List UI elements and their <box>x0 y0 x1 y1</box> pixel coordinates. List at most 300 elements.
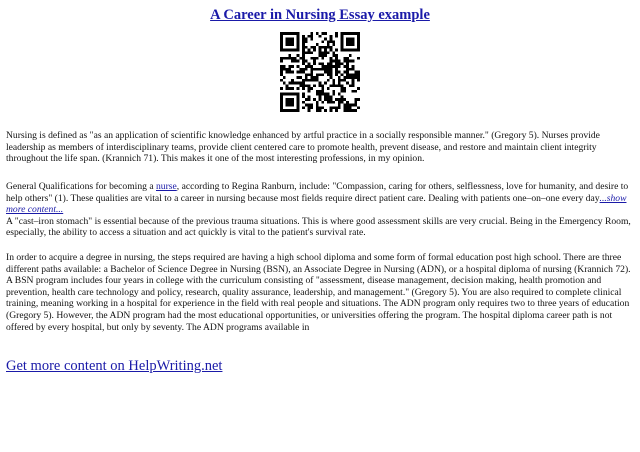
qr-module <box>316 90 319 93</box>
qr-module <box>321 57 324 60</box>
qr-module <box>352 79 355 82</box>
qr-module <box>283 32 286 35</box>
qr-module <box>283 82 286 85</box>
qr-module <box>283 57 286 60</box>
qr-module <box>319 98 322 101</box>
qr-module <box>316 68 319 71</box>
qr-module <box>352 82 355 85</box>
qr-module <box>313 49 316 52</box>
qr-module <box>319 82 322 85</box>
qr-module <box>330 65 333 68</box>
qr-module <box>324 46 327 49</box>
qr-module <box>310 79 313 82</box>
qr-module <box>352 104 355 107</box>
qr-module <box>324 95 327 98</box>
qr-module <box>354 71 357 74</box>
qr-module <box>297 106 300 109</box>
qr-module <box>316 93 319 96</box>
qr-module <box>302 38 305 41</box>
qr-module <box>324 54 327 57</box>
qr-module <box>321 87 324 90</box>
qr-module <box>330 40 333 43</box>
qr-module <box>288 93 291 96</box>
qr-module <box>338 106 341 109</box>
qr-module <box>354 32 357 35</box>
qr-module <box>313 76 316 79</box>
qr-module <box>352 38 355 41</box>
paragraph-degree-paths: In order to acquire a degree in nursing, the steps required are having a high school diploma and some form of formal education post high school. There are three different paths available: a Bachelor of Science Degree in Nursing (BSN), an Associate Degree in Nursing (ADN), or a hospital diploma of nursing (Krannich 72). A BSN program includes four years in college with the curriculum consisting of "assessment, disease management, decision making, health promotion and prevention, health care technology and policy, research, quality assurance, leadership, and management." (Gregory 5). You are also required to complete clinical training, meaning working in a hospital for experience in the field with real people and situations. The ADN program only requires two to three years of education (Gregory 5). However, the ADN program had the most educational opportunities, or universities offering the program. The hospital diploma career path is not offered by every hospital, but only by seventy. The ADN programs available in <box>6 252 631 333</box>
qr-module <box>302 43 305 46</box>
qualifications-text-rest: , according to Regina Ranburn, include: "Compassion, caring for others, selflessness, love for humanity, and desire to help others" (1). These qualities are vital to a career in nursing because most fields require direct patient care. Dealing with patients one–on–one every day <box>6 181 629 204</box>
qr-module <box>352 109 355 112</box>
qr-module <box>335 98 338 101</box>
qr-module <box>297 60 300 63</box>
qr-module <box>343 87 346 90</box>
qr-module <box>330 71 333 74</box>
qr-module <box>286 71 289 74</box>
qr-module <box>338 98 341 101</box>
qr-module <box>346 82 349 85</box>
qr-module <box>357 43 360 46</box>
qr-module <box>330 95 333 98</box>
qr-module <box>354 49 357 52</box>
qr-module <box>338 84 341 87</box>
qr-module <box>327 65 330 68</box>
qr-module <box>299 71 302 74</box>
qr-module <box>316 104 319 107</box>
qr-module <box>338 65 341 68</box>
qr-module <box>321 32 324 35</box>
qr-module <box>343 49 346 52</box>
qr-module <box>302 40 305 43</box>
qr-module <box>297 54 300 57</box>
qr-module <box>291 40 294 43</box>
qr-module <box>349 54 352 57</box>
qr-module <box>299 82 302 85</box>
qr-module <box>283 109 286 112</box>
qr-module <box>302 49 305 52</box>
qr-module <box>316 106 319 109</box>
qr-module <box>319 68 322 71</box>
paragraph-definition: Nursing is defined as "as an application of scientific knowledge enhanced by artful practice in a socially responsible manner." (Gregory 5). Nurses provide leadership as members of interdisciplinary teams, provide client centered care to promote health, prevent disease, and restore and maintain client integrity throughout the life span. (Krannich 71). This makes it one of the most interesting professions, in my opinion. <box>6 130 600 165</box>
qr-module <box>335 73 338 76</box>
qr-module <box>286 87 289 90</box>
qr-module <box>338 101 341 104</box>
qr-module <box>343 90 346 93</box>
qr-module <box>291 57 294 60</box>
qr-module <box>280 101 283 104</box>
qr-module <box>280 71 283 74</box>
qr-module <box>330 84 333 87</box>
qr-module <box>280 73 283 76</box>
get-more-content-link[interactable]: Get more content on HelpWriting.net <box>6 358 223 374</box>
qr-module <box>310 106 313 109</box>
qr-module <box>286 109 289 112</box>
qr-module <box>349 104 352 107</box>
qr-module <box>291 82 294 85</box>
qr-module <box>291 87 294 90</box>
qr-module <box>302 79 305 82</box>
qr-module <box>291 43 294 46</box>
qr-module <box>324 71 327 74</box>
qr-module <box>321 68 324 71</box>
qr-module <box>316 32 319 35</box>
qr-module <box>319 95 322 98</box>
qr-module <box>297 65 300 68</box>
qr-module <box>346 71 349 74</box>
qr-module <box>338 104 341 107</box>
qr-module <box>319 35 322 38</box>
qr-module <box>349 32 352 35</box>
qr-module <box>349 43 352 46</box>
paragraph-qualifications <box>6 181 632 239</box>
qr-module <box>346 32 349 35</box>
qr-module <box>302 101 305 104</box>
qr-module <box>349 106 352 109</box>
qr-module <box>357 71 360 74</box>
qr-module <box>321 101 324 104</box>
qr-module <box>324 49 327 52</box>
qr-module <box>327 43 330 46</box>
qr-module <box>313 57 316 60</box>
qr-module <box>288 43 291 46</box>
qr-module <box>308 104 311 107</box>
qr-module <box>313 98 316 101</box>
qr-module <box>321 54 324 57</box>
qr-module <box>313 62 316 65</box>
qr-module <box>327 95 330 98</box>
qr-module <box>346 38 349 41</box>
qr-module <box>288 54 291 57</box>
qr-module <box>319 73 322 76</box>
qr-module <box>335 109 338 112</box>
qr-module <box>327 62 330 65</box>
qr-module <box>338 62 341 65</box>
qr-module <box>319 46 322 49</box>
qr-module <box>343 32 346 35</box>
qr-module <box>330 38 333 41</box>
qr-module <box>310 87 313 90</box>
qr-module <box>286 104 289 107</box>
qr-module <box>349 76 352 79</box>
qr-module <box>288 87 291 90</box>
qr-module <box>302 82 305 85</box>
qr-module <box>308 95 311 98</box>
qr-module <box>332 84 335 87</box>
qr-module <box>302 57 305 60</box>
qr-module <box>291 65 294 68</box>
qr-module <box>305 60 308 63</box>
qr-module <box>324 82 327 85</box>
qr-module <box>280 40 283 43</box>
qr-module <box>302 84 305 87</box>
qr-module <box>310 76 313 79</box>
qr-module <box>341 46 344 49</box>
qr-module <box>349 60 352 63</box>
qr-module <box>316 73 319 76</box>
qr-module <box>330 98 333 101</box>
qr-module <box>354 109 357 112</box>
qr-module <box>288 109 291 112</box>
qr-module <box>294 109 297 112</box>
qr-module <box>299 76 302 79</box>
qr-module <box>310 68 313 71</box>
qr-module <box>313 46 316 49</box>
qr-module <box>324 38 327 41</box>
qr-module <box>343 104 346 107</box>
qr-module <box>305 79 308 82</box>
qr-module <box>324 51 327 54</box>
qr-module <box>335 71 338 74</box>
qr-module <box>327 71 330 74</box>
nurse-link[interactable]: nurse <box>155 181 177 192</box>
qr-module <box>330 109 333 112</box>
qr-module <box>288 104 291 107</box>
qr-module <box>319 90 322 93</box>
qr-module <box>286 57 289 60</box>
qr-module <box>343 76 346 79</box>
qr-module <box>346 49 349 52</box>
qr-module <box>286 93 289 96</box>
qr-module <box>316 109 319 112</box>
qr-module <box>346 60 349 63</box>
qr-module <box>330 46 333 49</box>
qr-module <box>280 57 283 60</box>
qr-module <box>324 109 327 112</box>
qr-module <box>341 101 344 104</box>
qr-module <box>294 82 297 85</box>
qr-module <box>324 32 327 35</box>
qr-module <box>335 54 338 57</box>
qr-module <box>291 93 294 96</box>
qr-module <box>316 101 319 104</box>
qr-module <box>327 68 330 71</box>
qr-module <box>283 68 286 71</box>
qr-module <box>280 95 283 98</box>
qr-module <box>286 101 289 104</box>
qr-module <box>280 35 283 38</box>
qr-module <box>294 93 297 96</box>
qr-module <box>288 82 291 85</box>
qr-module <box>299 68 302 71</box>
qr-module <box>327 98 330 101</box>
qr-module <box>335 60 338 63</box>
qr-module <box>357 35 360 38</box>
qr-module <box>308 87 311 90</box>
qr-module <box>294 49 297 52</box>
qr-module <box>288 40 291 43</box>
qr-module <box>297 93 300 96</box>
qr-module <box>310 46 313 49</box>
qr-module <box>332 60 335 63</box>
qr-module <box>343 109 346 112</box>
qr-module <box>357 46 360 49</box>
qr-module <box>327 79 330 82</box>
qr-module <box>280 98 283 101</box>
qr-module <box>321 106 324 109</box>
qr-module <box>283 65 286 68</box>
qr-module <box>286 84 289 87</box>
qr-module <box>349 68 352 71</box>
qr-module <box>291 104 294 107</box>
qr-module <box>321 93 324 96</box>
qr-module <box>327 46 330 49</box>
qr-module <box>297 46 300 49</box>
qr-module <box>352 68 355 71</box>
qr-module <box>354 104 357 107</box>
qr-module <box>302 87 305 90</box>
qr-module <box>286 43 289 46</box>
qr-module <box>321 65 324 68</box>
qr-module <box>297 71 300 74</box>
qr-module <box>316 57 319 60</box>
qr-module <box>321 51 324 54</box>
qr-module <box>319 84 322 87</box>
qr-module <box>297 87 300 90</box>
qr-module <box>305 104 308 107</box>
qr-module <box>288 71 291 74</box>
qr-module <box>297 101 300 104</box>
qr-module <box>352 90 355 93</box>
qr-module <box>288 98 291 101</box>
qr-module <box>302 68 305 71</box>
qr-module <box>330 76 333 79</box>
qr-module <box>352 65 355 68</box>
qr-module <box>332 90 335 93</box>
qr-module <box>357 79 360 82</box>
qr-module <box>302 95 305 98</box>
qr-module <box>354 101 357 104</box>
qr-module <box>308 35 311 38</box>
qr-module <box>327 40 330 43</box>
qr-module <box>324 98 327 101</box>
qr-module <box>357 38 360 41</box>
qr-module <box>280 109 283 112</box>
page-title[interactable]: A Career in Nursing Essay example <box>210 7 430 23</box>
qr-module <box>343 106 346 109</box>
qr-module <box>283 93 286 96</box>
qr-module <box>291 60 294 63</box>
qr-module <box>352 60 355 63</box>
qr-module <box>338 71 341 74</box>
qr-module <box>343 71 346 74</box>
qr-module <box>286 32 289 35</box>
qr-module <box>297 49 300 52</box>
qr-module <box>330 73 333 76</box>
qr-module <box>357 49 360 52</box>
qr-module <box>288 49 291 52</box>
qr-module <box>357 57 360 60</box>
qr-module <box>357 98 360 101</box>
qr-module <box>335 49 338 52</box>
qr-module <box>319 109 322 112</box>
qr-module <box>302 46 305 49</box>
qr-module <box>319 54 322 57</box>
qr-module <box>335 35 338 38</box>
qr-module <box>343 98 346 101</box>
qr-module <box>280 93 283 96</box>
qr-module <box>305 84 308 87</box>
qr-module <box>321 73 324 76</box>
qr-module <box>354 76 357 79</box>
qr-module <box>310 71 313 74</box>
qr-module <box>288 38 291 41</box>
qr-module <box>280 68 283 71</box>
qr-module <box>332 101 335 104</box>
qr-module <box>346 106 349 109</box>
qr-module <box>346 65 349 68</box>
qr-module <box>297 38 300 41</box>
qr-module <box>346 43 349 46</box>
qr-module <box>330 101 333 104</box>
qr-module <box>346 73 349 76</box>
qr-module <box>286 68 289 71</box>
qr-module <box>341 43 344 46</box>
qr-module <box>332 54 335 57</box>
qr-module <box>280 60 283 63</box>
qr-module <box>338 79 341 82</box>
qr-module <box>330 68 333 71</box>
qr-module <box>291 109 294 112</box>
qr-module <box>297 43 300 46</box>
qr-module <box>305 73 308 76</box>
show-more-link[interactable]: ...show more content... <box>6 192 627 216</box>
qr-module <box>305 38 308 41</box>
qr-module <box>321 62 324 65</box>
qr-module <box>335 62 338 65</box>
qr-module <box>313 79 316 82</box>
qr-module <box>308 51 311 54</box>
qr-module <box>305 98 308 101</box>
qr-module <box>341 84 344 87</box>
qr-module <box>324 68 327 71</box>
qr-module <box>283 76 286 79</box>
qr-module <box>341 98 344 101</box>
qr-module <box>299 57 302 60</box>
qr-module <box>316 79 319 82</box>
qr-module <box>354 90 357 93</box>
qr-module <box>327 51 330 54</box>
qr-module <box>341 90 344 93</box>
qr-module <box>332 79 335 82</box>
qr-module <box>335 106 338 109</box>
qr-module <box>352 49 355 52</box>
qr-module <box>330 60 333 63</box>
qr-module <box>310 104 313 107</box>
qr-module <box>319 62 322 65</box>
qr-module <box>313 68 316 71</box>
qr-module <box>308 62 311 65</box>
qr-module <box>297 95 300 98</box>
qr-module <box>352 73 355 76</box>
qr-module <box>297 40 300 43</box>
qr-module <box>352 40 355 43</box>
qr-module <box>341 32 344 35</box>
qr-module <box>357 106 360 109</box>
qr-module <box>338 93 341 96</box>
qr-module <box>338 82 341 85</box>
qr-module <box>343 57 346 60</box>
qr-module <box>330 57 333 60</box>
qr-module <box>294 60 297 63</box>
qr-module <box>346 104 349 107</box>
qr-module <box>346 62 349 65</box>
qr-module <box>332 93 335 96</box>
qr-module <box>341 35 344 38</box>
qr-module <box>352 32 355 35</box>
qr-module <box>346 40 349 43</box>
qr-module <box>319 106 322 109</box>
